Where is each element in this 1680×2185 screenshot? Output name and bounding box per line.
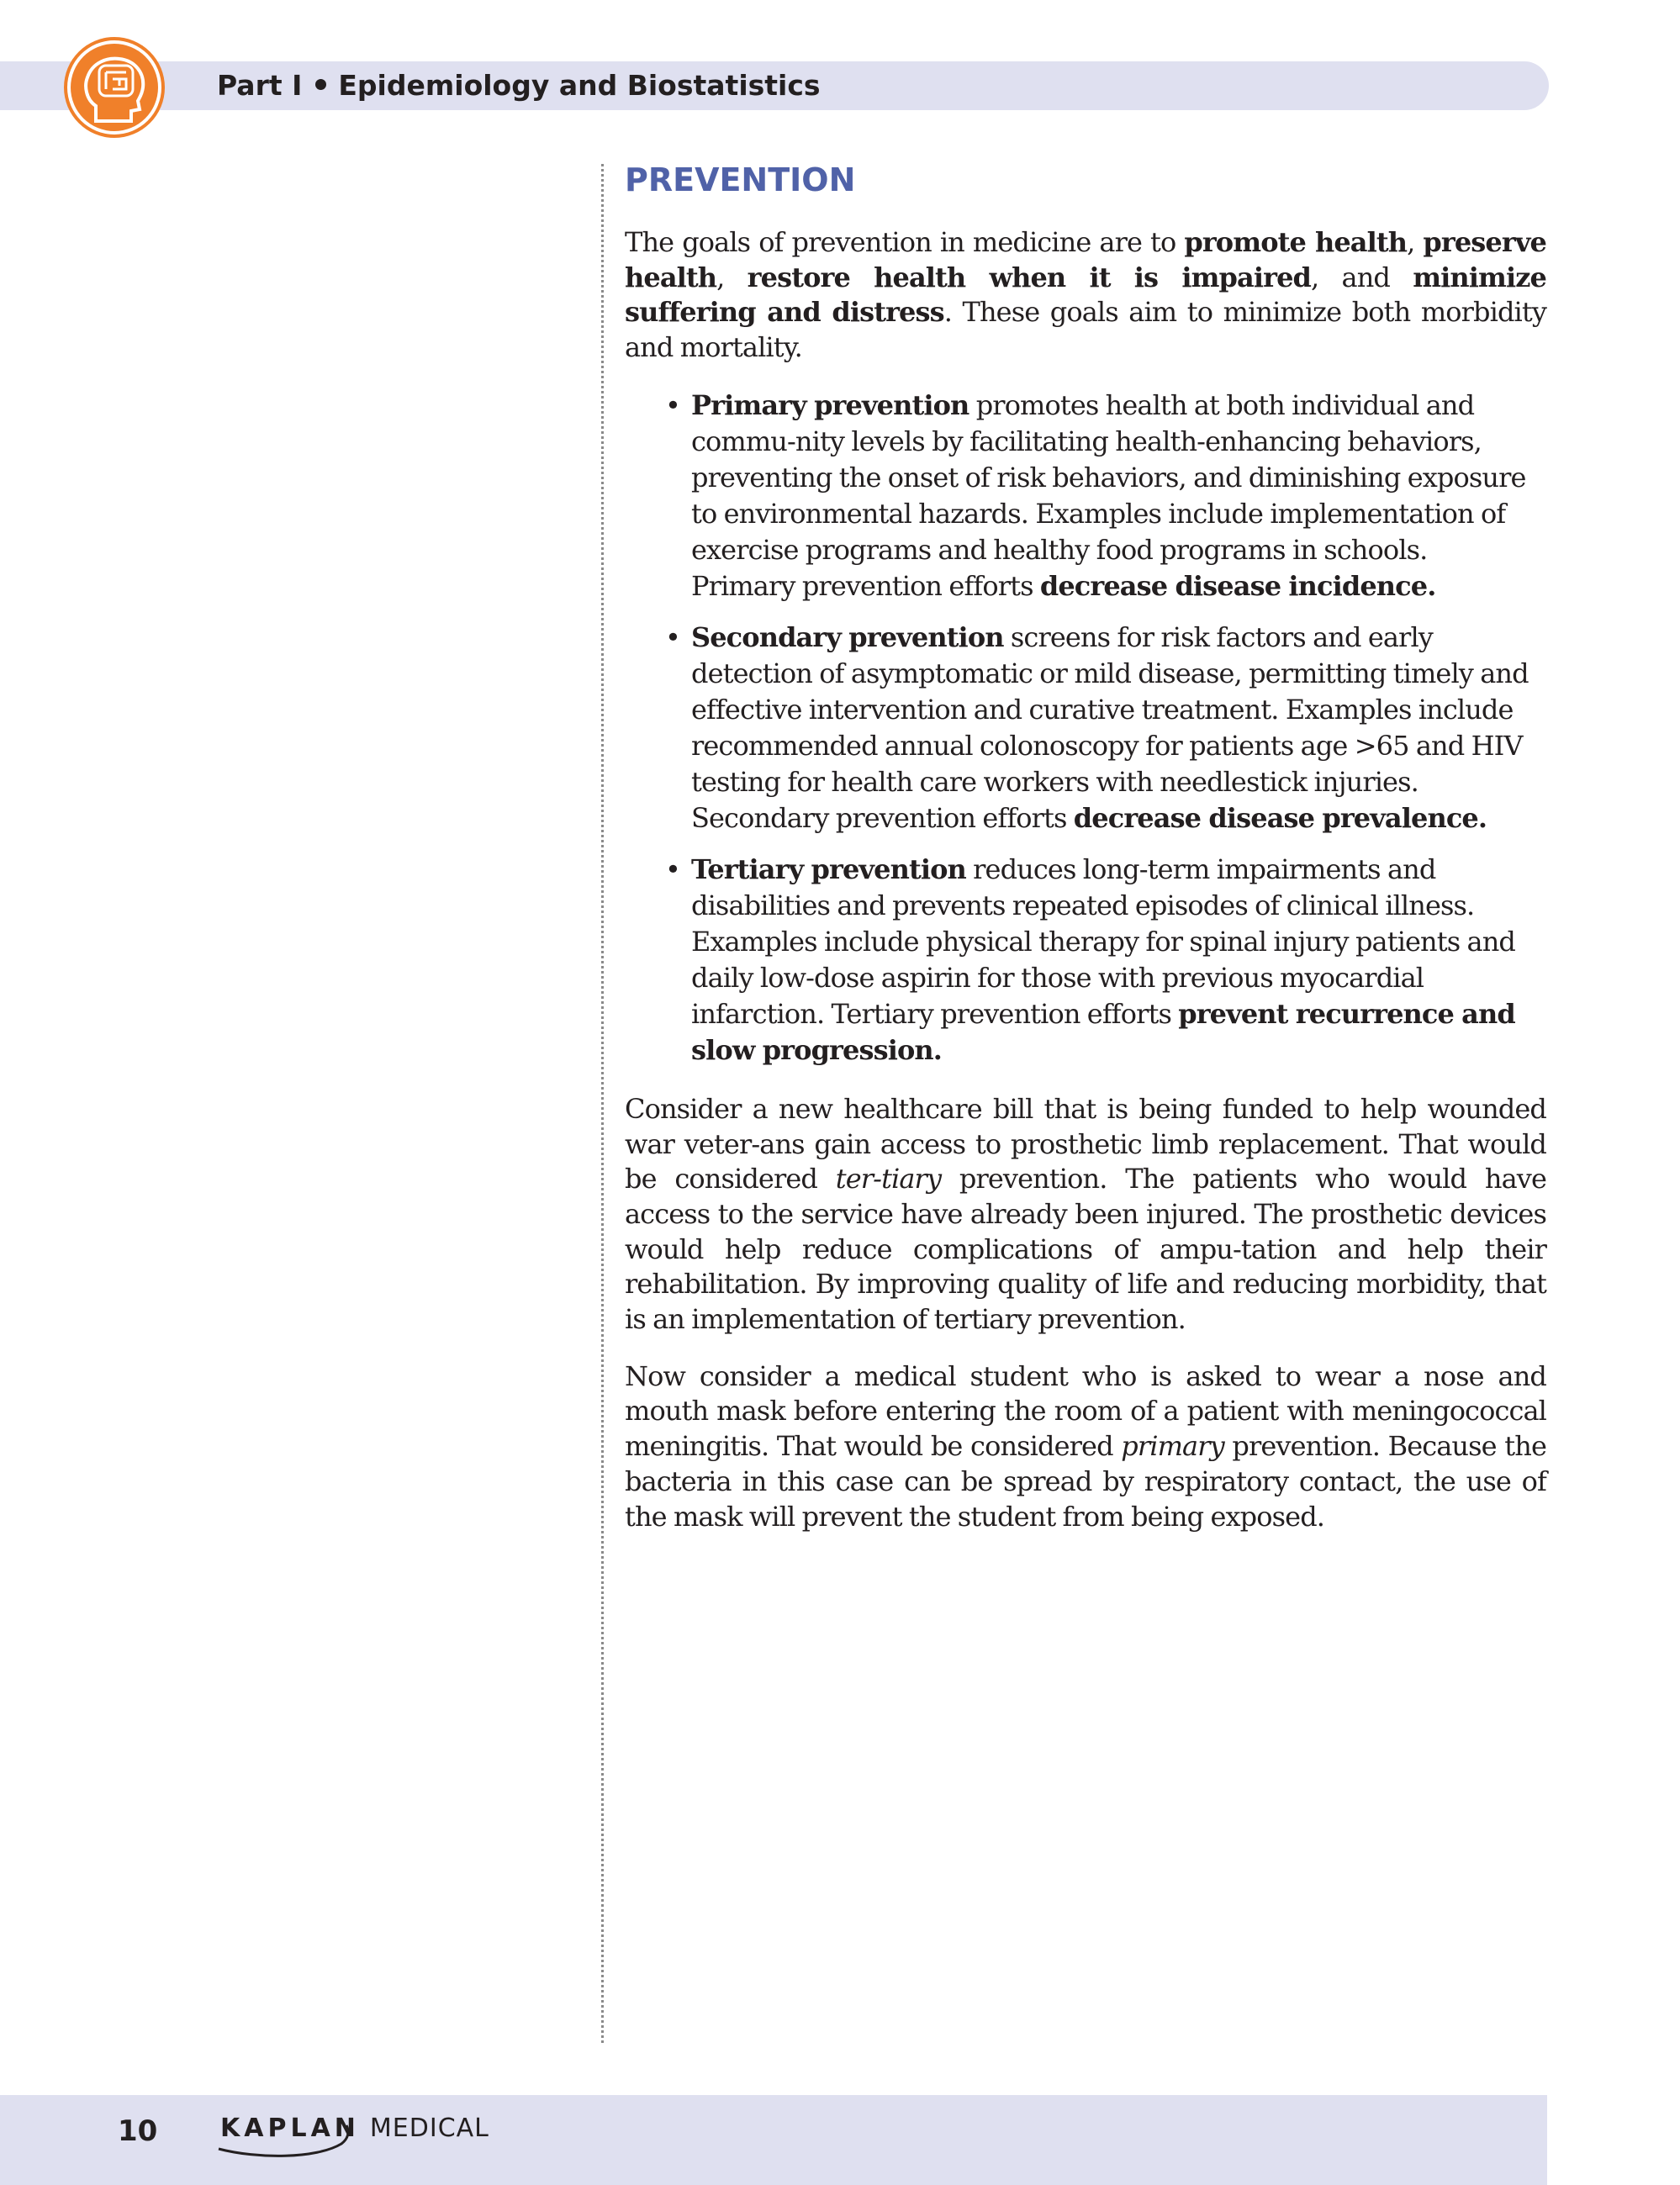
intro-paragraph [625, 225, 1546, 366]
bullet-separator [315, 79, 326, 90]
bullet-text: reduces long-term impairments and disabilities and prevents repeated episodes of clinical illness. Examples include physical therapy for spinal injury patients and daily low-dose aspirin for those with previous myocardial infarction. Tertiary prevention efforts [691, 852, 1515, 1030]
margin-rule [601, 164, 604, 2043]
example-emphasis: ter-tiary [835, 1163, 942, 1195]
bullet-effect: decrease disease prevalence. [1073, 801, 1487, 834]
intro-text: . These goals aim to minimize both morbidity and mortality. [625, 296, 1547, 364]
part-title: Epidemiology and Biostatistics [338, 69, 821, 102]
tertiary-example-paragraph [625, 1092, 1546, 1338]
bullet-effect: prevent recurrence and slow progression. [691, 997, 1515, 1066]
intro-emphasis: preserve health [625, 226, 1546, 293]
example-text: prevention. The patients who would have access to the service have already been injured. The prosthetic devices would help reduce complications of ampu-tation and help their rehabilitation. By improving quality of life and reducing morbidity, that is an implementation of tertiary prevention. [625, 1163, 1546, 1336]
page-number: 10 [118, 2114, 158, 2148]
bullet-term: Tertiary prevention [691, 852, 966, 885]
brand-name: KAPLAN [220, 2114, 360, 2143]
list-item-tertiary [625, 852, 1546, 1069]
bullet-icon: • [665, 852, 680, 885]
intro-emphasis: promote health [1184, 226, 1408, 258]
main-content [625, 160, 1546, 1556]
section-title: PREVENTION [625, 161, 856, 198]
intro-text: , and [1311, 261, 1413, 293]
bullet-term: Secondary prevention [691, 620, 1004, 653]
intro-emphasis: restore health when it is impaired [747, 261, 1312, 293]
intro-text: , [716, 261, 748, 293]
part-label: Part I [217, 69, 303, 102]
brand-suffix: MEDICAL [369, 2114, 489, 2143]
example-text: Consider a new healthcare bill that is being funded to help wounded war veter-ans gain access to prosthetic limb replacement. That would be considered [625, 1092, 1546, 1195]
running-header [217, 69, 821, 103]
intro-text: , [1407, 226, 1424, 258]
bullet-term: Primary prevention [691, 388, 969, 421]
intro-text: The goals of prevention in medicine are to [625, 226, 1185, 258]
example-text: Now consider a medical student who is asked to wear a nose and mouth mask before entering the room of a patient with meningococcal meningitis. That would be considered [625, 1359, 1546, 1463]
bullet-effect: decrease disease incidence. [1039, 569, 1436, 602]
primary-example-paragraph [625, 1359, 1546, 1535]
bullet-text: promotes health at both individual and commu-nity levels by facilitating health-enhancing behaviors, preventing the onset of risk behaviors, and diminishing exposure to environmental hazards. Examples include implementation of exercise programs and healthy food programs in schools. Primary prevention efforts [691, 388, 1526, 602]
kaplan-medical-logo [220, 2107, 489, 2157]
list-item-secondary [625, 620, 1546, 837]
bullet-icon: • [665, 620, 680, 653]
prevention-list [625, 388, 1546, 1069]
bullet-icon: • [665, 388, 680, 421]
intro-emphasis: minimize suffering and distress [625, 261, 1546, 329]
bullet-text: screens for risk factors and early detection of asymptomatic or mild disease, permitting timely and effective intervention and curative treatment. Examples include recommended annual colonoscopy for patients age >65 and HIV testing for health care workers with needlestick injuries. Secondary prevention efforts [691, 620, 1529, 834]
example-emphasis: primary [1121, 1430, 1224, 1463]
brain-maze-head-icon [71, 44, 158, 131]
example-text: prevention. Because the bacteria in this case can be spread by respiratory contact, the use of the mask will prevent the student from being exposed. [625, 1430, 1547, 1533]
list-item-primary [625, 388, 1546, 604]
